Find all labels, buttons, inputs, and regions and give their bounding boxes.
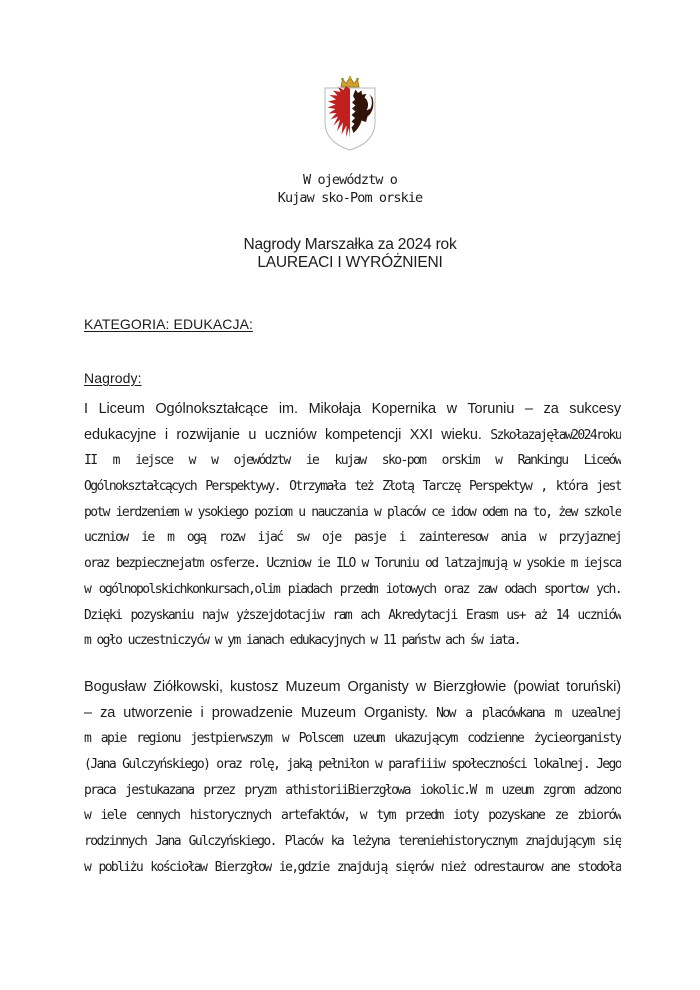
text-segment-sans: Bogusław Ziółkowski, kustosz Muzeum Organisty w Bierzgłowie (powiat toruński) [84,679,621,695]
crown-jewel [349,76,352,79]
text-segment-sans: – za utworzenie i prowadzenie Muzeum Organisty. [84,704,437,721]
text-line [84,627,621,653]
voivodeship-header-line1: W ojewództw o [303,172,397,188]
paragraph-liceum-kopernika [84,396,621,653]
text-segment-mono: II m iejsce w w ojewództw ie kujaw sko-pom orskim w Rankingu Liceów [84,453,621,469]
text-segment-mono: w ogólnopolskichkonkursach,olim piadach przedm iotowych oraz zaw odach sportow ych. [84,581,621,597]
text-line [84,499,621,525]
text-segment-mono: Now a placówkana m uzealnej [436,705,621,721]
text-segment-mono: oraz bezpiecznejatm osferze. Uczniow ie ILO w Toruniu od latzajmują w ysokie m iejsca [84,556,621,572]
text-segment-mono: m ogło uczestniczyćw w ym ianach edukacyjnych w 11 państw ach św iata. [84,633,520,649]
category-heading: KATEGORIA: EDUKACJA: [84,316,253,332]
text-segment-sans: I Liceum Ogólnokształcące im. Mikołaja Kopernika w Toruniu – za sukcesy [84,401,621,417]
text-segment-mono: w pobliżu kościoław Bierzgłow ie,gdzie znajdują sięrów nież odrestaurow ane stodoła [84,859,621,875]
text-segment-mono: Szkołazajęław2024roku [490,427,621,443]
text-line [84,447,621,473]
crown-jewel [341,78,344,81]
voivodeship-header [0,172,700,207]
text-line [84,751,621,777]
paragraph-boguslaw-ziolkowski [84,674,621,880]
text-line [84,854,621,880]
text-segment-mono: uczniow ie m ogą rozw ijać sw oje pasje i zainteresow ania w przyjaznej [84,530,621,546]
document-title-block [0,236,700,271]
text-segment-mono: Dzięki pozyskaniu najw yższejdotacjiw ram ach Akredytacji Erasm us+ aż 14 uczniów [84,607,621,623]
awards-heading: Nagrody: [84,370,142,386]
text-line [84,828,621,854]
text-segment-mono: potw ierdzeniem w ysokiego poziom u nauczania w placów ce idow odem na to, żew szkole [84,504,621,520]
document-title: Nagrody Marszałka za 2024 rok [243,236,457,253]
text-segment-mono: (Jana Gulczyńskiego) oraz rolę, jaką pełniłon w parafiiiw społeczności lokalnej. Jego [84,757,621,773]
text-line [84,396,621,422]
text-segment-mono: m apie regionu jestpierwszym w Polscem uzeum ukazującym codzienne życieorganisty [84,731,621,747]
voivodeship-crest-icon [322,76,378,156]
text-segment-mono: praca jestukazana przez pryzm athistoriiBierzgłowa iokolic.W m uzeum zgrom adzono [84,782,621,798]
text-segment-sans: edukacyjne i rozwijanie u uczniów kompetencji XXI wieku. [84,426,491,443]
crest-svg [322,76,378,156]
crown-jewel [356,78,359,81]
text-segment-mono: rodzinnych Jana Gulczyńskiego. Placów ka leżyna tereniehistorycznym znajdującym się [84,834,621,850]
text-line [84,602,621,628]
text-line [84,422,621,448]
text-line [84,524,621,550]
text-segment-mono: Ogólnokształcących Perspektywy. Otrzymała też Złotą Tarczę Perspektyw , która jest [84,479,621,495]
text-line [84,576,621,602]
text-line [84,550,621,576]
document-subtitle: LAUREACI I WYRÓŻNIENI [257,253,443,271]
text-line [84,700,621,726]
text-line [84,473,621,499]
voivodeship-header-line2: Kujaw sko-Pom orskie [277,189,423,206]
text-line [84,725,621,751]
text-segment-mono: w iele cennych historycznych artefaktów, w tym przedm ioty pozyskane ze zbiorów [84,808,621,824]
text-line [84,777,621,803]
text-line [84,674,621,700]
text-line [84,802,621,828]
